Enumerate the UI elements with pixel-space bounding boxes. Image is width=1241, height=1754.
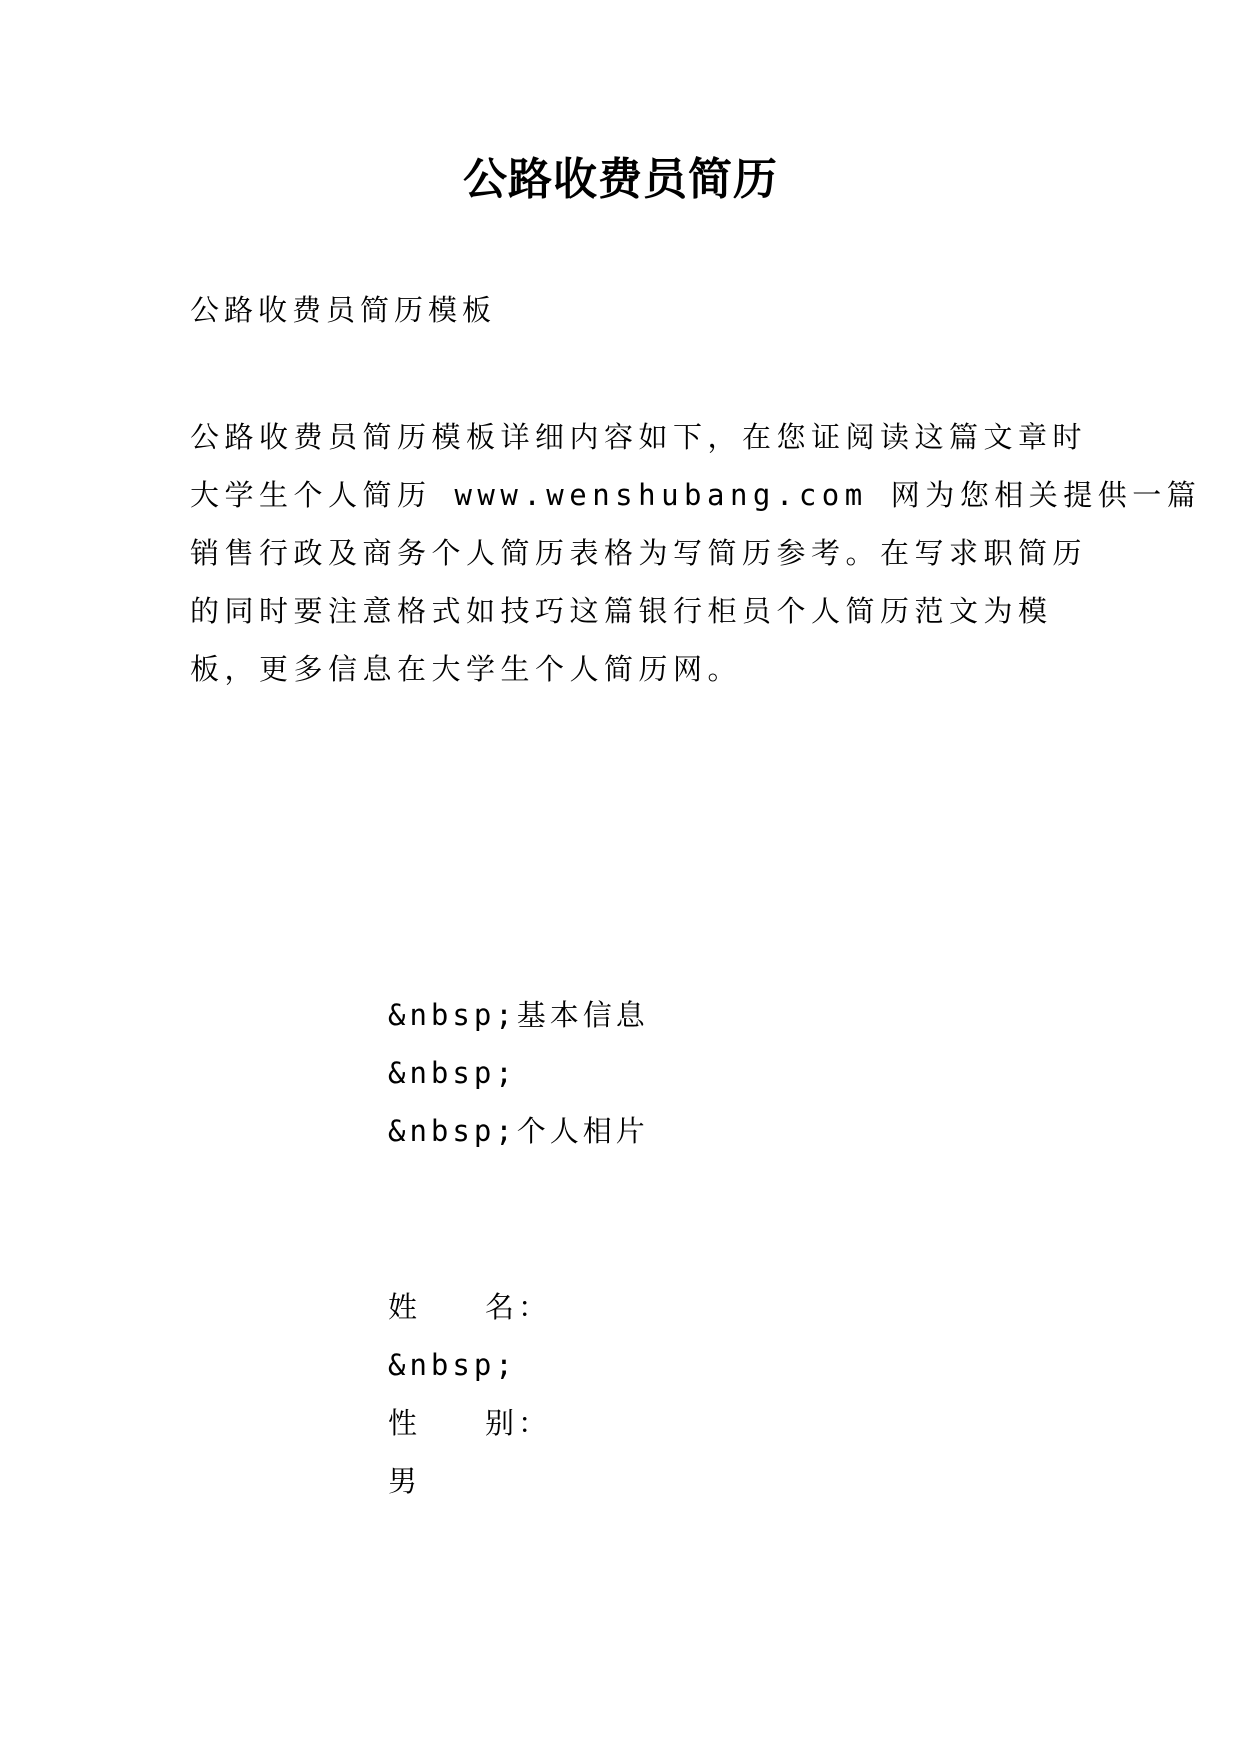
- name-field-label: [388, 1278, 788, 1336]
- intro-line: 销售行政及商务个人简历表格为写简历参考。在写求职简历: [190, 536, 1088, 570]
- intro-line: 大学生个人简历 www.wenshubang.com 网为您相关提供一篇: [190, 478, 1202, 512]
- gender-value: 男: [388, 1464, 422, 1498]
- nbsp-spacer: &nbsp;: [388, 1348, 517, 1382]
- personal-fields-section: [388, 1278, 788, 1510]
- basic-info-heading: &nbsp;基本信息: [388, 998, 649, 1032]
- intro-line: 的同时要注意格式如技巧这篇银行柜员个人简历范文为模: [190, 594, 1053, 628]
- document-title: 公路收费员简历: [463, 154, 778, 205]
- gender-field-label: [388, 1394, 788, 1452]
- basic-info-section: [388, 986, 788, 1160]
- intro-line: 公路收费员简历模板详细内容如下，在您证阅读这篇文章时: [190, 420, 1088, 454]
- name-label-second: 名：: [485, 1290, 552, 1324]
- photo-label: &nbsp;个人相片: [388, 1114, 649, 1148]
- intro-paragraph: [190, 408, 1202, 698]
- name-label-first: 姓: [388, 1290, 422, 1324]
- intro-line: 板，更多信息在大学生个人简历网。: [190, 652, 743, 686]
- gender-label-first: 性: [388, 1406, 422, 1440]
- gender-label-second: 别：: [485, 1406, 552, 1440]
- nbsp-spacer: &nbsp;: [388, 1056, 517, 1090]
- document-subtitle: 公路收费员简历模板: [190, 293, 497, 327]
